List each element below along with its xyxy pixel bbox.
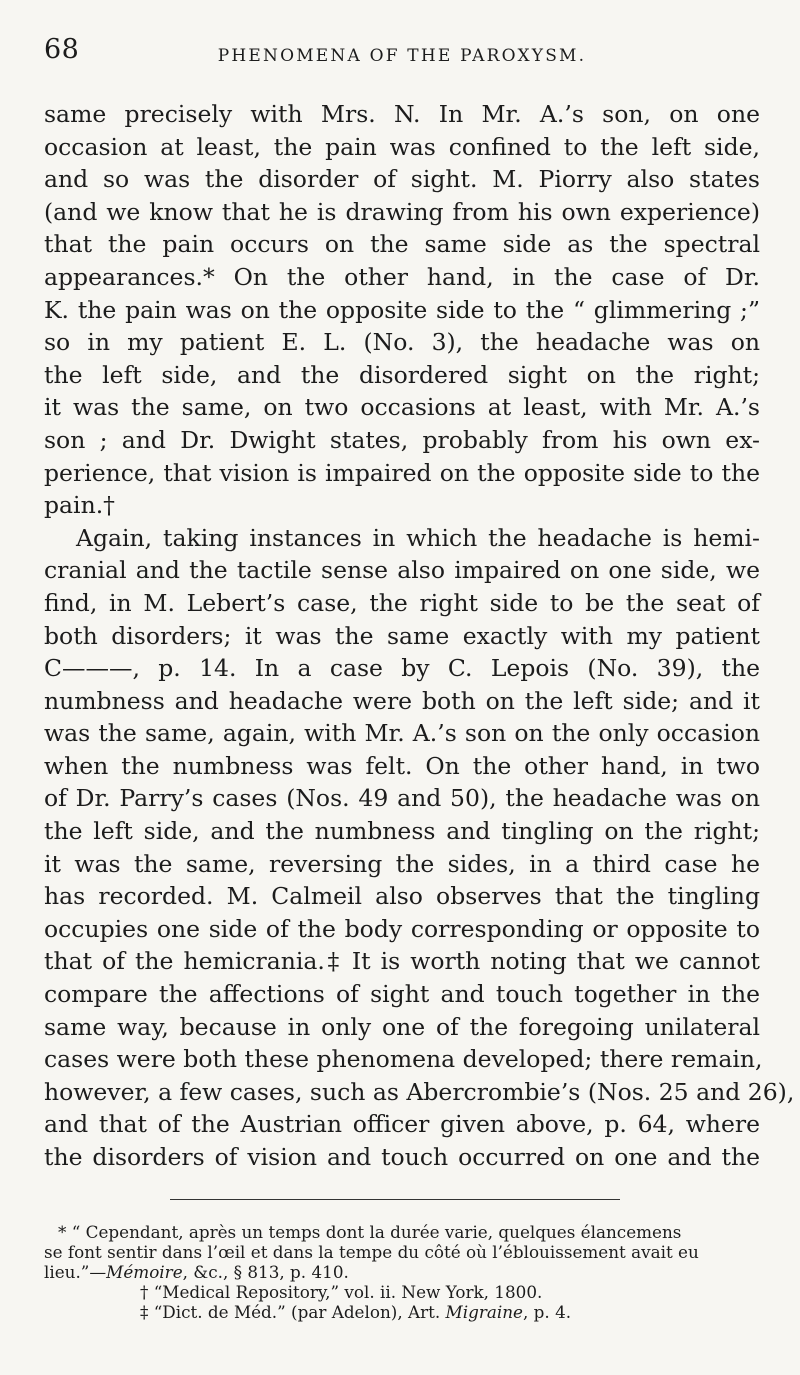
text-line: both disorders; it was the same exactly with my patient: [44, 621, 760, 650]
text-line: and that of the Austrian officer given above, p. 64, where: [44, 1110, 760, 1139]
text-line: the disorders of vision and touch occurred on one and the: [44, 1143, 760, 1171]
text-line: numbness and headache were both on the left side; and it: [44, 686, 760, 715]
footnote-rule: [170, 1199, 620, 1200]
footnote-italic: Migraine: [445, 1302, 523, 1322]
text-line: however, a few cases, such as Abercrombie’s (Nos. 25 and 26),: [44, 1077, 795, 1106]
text-line: same way, because in only one of the foregoing unilateral: [44, 1012, 760, 1041]
footnote-star-line: * “ Cependant, après un temps dont la durée varie, quelques élancemens: [58, 1222, 682, 1242]
text-line: the left side, and the numbness and tingling on the right;: [44, 817, 760, 846]
text-line: that the pain occurs on the same side as the spectral: [44, 230, 760, 259]
text-line: that of the hemicrania.‡ It is worth noting that we cannot: [44, 947, 760, 976]
text-line: cranial and the tactile sense also impaired on one side, we: [44, 556, 760, 585]
text-line: appearances.* On the other hand, in the case of Dr.: [44, 262, 760, 291]
text-line: (and we know that he is drawing from his own experience): [44, 197, 760, 226]
footnote-italic: Mémoire: [106, 1262, 183, 1282]
footnotes: [44, 1222, 760, 1322]
footnote-star-line: lieu.”—Mémoire, &c., § 813, p. 410.: [44, 1262, 349, 1282]
text-line: so in my patient E. L. (No. 3), the headache was on: [44, 328, 760, 357]
running-title: PHENOMENA OF THE PAROXYSM.: [217, 46, 587, 66]
text-line: occupies one side of the body corresponding or opposite to: [44, 914, 760, 943]
text-line: has recorded. M. Calmeil also observes that the tingling: [44, 882, 760, 911]
text-line: son ; and Dr. Dwight states, probably from his own ex-: [44, 425, 760, 454]
text-line: it was the same, reversing the sides, in a third case he: [44, 849, 760, 878]
footnote-dagger: † “Medical Repository,” vol. ii. New York, 1800.: [140, 1282, 543, 1302]
text-line: pain.†: [44, 491, 115, 520]
text-line: the left side, and the disordered sight on the right;: [44, 360, 760, 389]
body-text: [44, 98, 795, 1174]
paragraph-start-line: Again, taking instances in which the headache is hemi-: [76, 523, 760, 552]
text-line: C———, p. 14. In a case by C. Lepois (No. 39), the: [44, 654, 760, 683]
text-line: and so was the disorder of sight. M. Piorry also states: [44, 165, 760, 194]
text-line: perience, that vision is impaired on the opposite side to the: [44, 458, 760, 487]
page-header: [44, 34, 760, 74]
text-line: it was the same, on two occasions at least, with Mr. A.’s: [44, 393, 760, 422]
page-number: 68: [44, 34, 80, 65]
text-line: same precisely with Mrs. N. In Mr. A.’s son, on one: [44, 100, 760, 128]
text-line: was the same, again, with Mr. A.’s son on the only occasion: [44, 719, 760, 748]
text-line: of Dr. Parry’s cases (Nos. 49 and 50), the headache was on: [44, 784, 760, 813]
text-line: compare the affections of sight and touch together in the: [44, 980, 760, 1009]
text-line: cases were both these phenomena developed; there remain,: [44, 1045, 763, 1074]
text-line: K. the pain was on the opposite side to the “ glimmering ;”: [44, 295, 760, 324]
footnote-star-line: se font sentir dans l’œil et dans la tempe du côté où l’éblouissement avait eu: [44, 1242, 699, 1262]
footnote-double-dagger: ‡ “Dict. de Méd.” (par Adelon), Art. Migraine, p. 4.: [140, 1302, 572, 1322]
text-line: find, in M. Lebert’s case, the right side to be the seat of: [44, 588, 760, 617]
text-line: when the numbness was felt. On the other hand, in two: [44, 751, 760, 780]
text-line: occasion at least, the pain was confined to the left side,: [44, 132, 760, 161]
